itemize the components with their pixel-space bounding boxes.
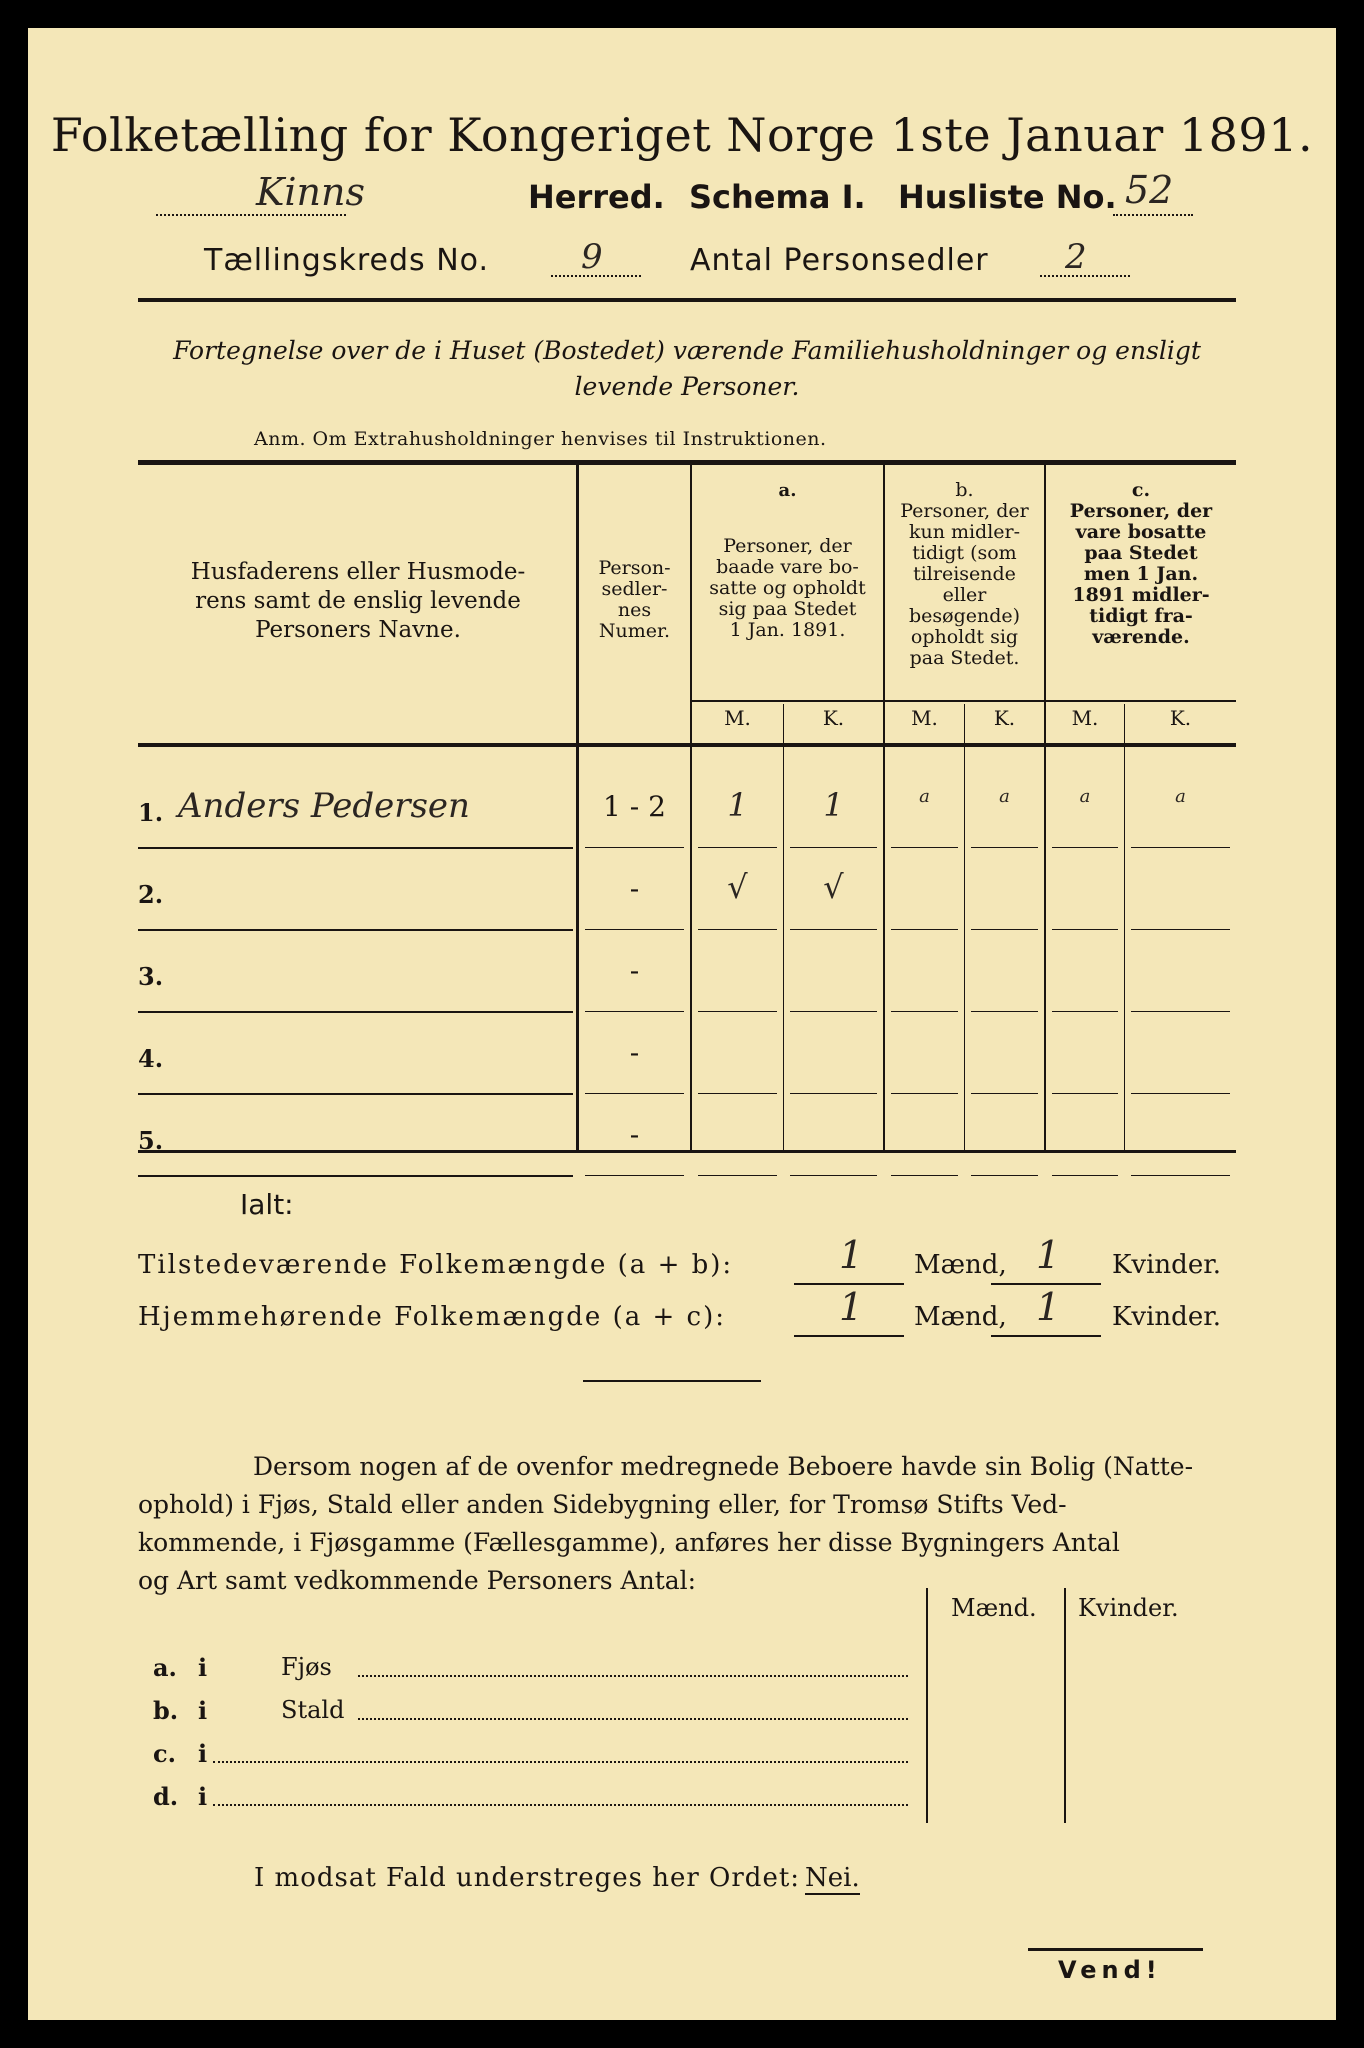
col-sep xyxy=(783,704,784,1150)
maend-label: Mænd, xyxy=(914,1250,1007,1280)
cell-rule xyxy=(891,847,958,848)
maend-label: Mænd, xyxy=(914,1302,1007,1332)
col-name-line: rens samt de enslig levende xyxy=(195,588,521,614)
ob-col-sep xyxy=(1064,1588,1066,1823)
husliste-label: Husliste No. xyxy=(898,178,1117,216)
cell-rule xyxy=(1052,1175,1118,1176)
modsat-word: Nei. xyxy=(805,1863,860,1893)
form-title: Folketælling for Kongeriget Norge 1ste Januar 1891. xyxy=(50,108,1314,162)
col-sep xyxy=(1124,704,1125,1150)
cell-rule xyxy=(698,1093,777,1094)
cell-rule xyxy=(1131,1175,1230,1176)
row-sedler-num: - xyxy=(629,1036,640,1069)
row-rule xyxy=(138,929,573,931)
cell-rule xyxy=(698,1011,777,1012)
row-name: Anders Pedersen xyxy=(178,786,470,826)
ob-letter: b. xyxy=(153,1696,179,1725)
col-b-line: eller xyxy=(942,584,987,606)
col-c-line: værende. xyxy=(1092,626,1190,648)
ob-letter: a. xyxy=(153,1653,177,1682)
ob-col-sep xyxy=(926,1588,928,1823)
row-sedler-num: - xyxy=(629,954,640,987)
cell-rule xyxy=(971,1093,1038,1094)
col-b-line: Personer, der xyxy=(900,500,1029,522)
table-header-rule xyxy=(138,743,1236,747)
vend-rule xyxy=(1028,1948,1203,1951)
cell-rule xyxy=(790,847,877,848)
ob-dotted-line xyxy=(213,1804,908,1806)
col-b-line: tilreisende xyxy=(913,563,1016,585)
cell-rule xyxy=(971,1011,1038,1012)
short-divider xyxy=(583,1380,761,1382)
herred-field xyxy=(156,170,365,222)
cell-rule xyxy=(1052,1011,1118,1012)
cell-rule xyxy=(790,929,877,930)
cell-rule xyxy=(698,929,777,930)
antal-field xyxy=(1040,237,1130,283)
cell-rule xyxy=(971,847,1038,848)
hjemme-label: Hjemmehørende Folkemængde (a + c): xyxy=(138,1302,726,1332)
cell-rule xyxy=(891,1093,958,1094)
tilstede-m-value: 1 xyxy=(839,1233,864,1277)
m-label: M. xyxy=(911,706,938,730)
modsat-label: I modsat Fald understreges her Ordet: xyxy=(254,1863,801,1893)
kvinder-label: Kvinder. xyxy=(1112,1302,1222,1332)
ob-i: i xyxy=(198,1739,208,1768)
anm-note: Anm. Om Extrahusholdninger henvises til Instruktionen. xyxy=(254,428,827,450)
ob-label: Stald xyxy=(281,1696,345,1724)
col-num-header xyxy=(579,558,690,642)
cell-rule xyxy=(971,929,1038,930)
census-form-sheet xyxy=(28,28,1336,2020)
ob-i: i xyxy=(198,1696,208,1725)
col-c-line: paa Stedet xyxy=(1084,542,1198,564)
antal-value: 2 xyxy=(1065,237,1087,277)
cell-rule xyxy=(1131,1093,1230,1094)
cell-rule xyxy=(585,1093,684,1094)
cell-rule xyxy=(790,1011,877,1012)
hjemme-m-field xyxy=(794,1285,904,1337)
tilstede-m-field xyxy=(794,1233,904,1285)
cell-rule xyxy=(698,1175,777,1176)
ob-kvinder-header: Kvinder. xyxy=(1078,1594,1179,1622)
col-a-line: sig paa Stedet xyxy=(718,598,857,620)
husliste-field xyxy=(1113,168,1193,222)
row-number: 4. xyxy=(138,1044,164,1073)
table-top-rule xyxy=(138,460,1236,465)
intro-line-2: levende Personer. xyxy=(574,372,800,401)
kreds-value: 9 xyxy=(581,237,603,277)
row-number: 3. xyxy=(138,962,164,991)
col-c-line: men 1 Jan. xyxy=(1083,563,1199,585)
row-rule xyxy=(138,847,573,849)
ob-i: i xyxy=(198,1653,208,1682)
para-line: og Art samt vedkommende Personers Antal: xyxy=(138,1566,697,1595)
row-cell-ak: √ xyxy=(823,868,844,906)
col-a-header xyxy=(692,536,883,641)
cell-rule xyxy=(1052,847,1118,848)
intro-line-1: Fortegnelse over de i Huset (Bostedet) værende Familiehusholdninger og ensligt xyxy=(173,336,1201,365)
col-name-line: Husfaderens eller Husmode- xyxy=(190,559,526,585)
husliste-value: 52 xyxy=(1125,168,1174,212)
mk-rule xyxy=(692,700,1236,702)
row-cell-bm: a xyxy=(919,786,930,807)
col-b-header xyxy=(885,480,1044,669)
tilstede-k-value: 1 xyxy=(1036,1233,1061,1277)
col-c-line: vare bosatte xyxy=(1075,521,1207,543)
row-number: 5. xyxy=(138,1126,164,1155)
cell-rule xyxy=(1052,929,1118,930)
hjemme-m-value: 1 xyxy=(839,1285,864,1329)
row-cell-ck: a xyxy=(1175,786,1186,807)
row-sedler-num: - xyxy=(629,872,640,905)
cell-rule xyxy=(790,1175,877,1176)
row-rule xyxy=(138,1093,573,1095)
col-a-line: 1 Jan. 1891. xyxy=(729,619,846,641)
ob-letter: c. xyxy=(153,1739,176,1768)
col-num-line: sedler- xyxy=(601,578,668,600)
row-rule xyxy=(138,1011,573,1013)
hjemme-k-value: 1 xyxy=(1036,1285,1061,1329)
cell-rule xyxy=(790,1093,877,1094)
ob-maend-header: Mænd. xyxy=(951,1594,1037,1622)
herred-label: Herred. xyxy=(528,178,665,216)
tilstede-k-field xyxy=(991,1233,1101,1285)
col-c-line: 1891 midler- xyxy=(1072,584,1210,606)
col-num-line: Person- xyxy=(598,557,671,579)
ob-dotted-line xyxy=(213,1761,908,1763)
row-number: 2. xyxy=(138,880,164,909)
col-name-header xyxy=(143,558,573,645)
ob-letter: d. xyxy=(153,1782,179,1811)
cell-rule xyxy=(891,1011,958,1012)
divider xyxy=(138,298,1236,302)
k-label: K. xyxy=(1169,706,1192,730)
col-a-line: Personer, der xyxy=(723,535,852,557)
col-b-line: besøgende) xyxy=(908,605,1021,627)
cell-rule xyxy=(585,847,684,848)
cell-rule xyxy=(1131,847,1230,848)
cell-rule xyxy=(891,1175,958,1176)
row-cell-am: √ xyxy=(727,868,748,906)
m-label: M. xyxy=(724,706,751,730)
row-rule xyxy=(138,1175,573,1177)
row-cell-ak: 1 xyxy=(823,786,844,824)
ialt-label: Ialt: xyxy=(240,1188,294,1221)
ob-dotted-line xyxy=(358,1675,908,1677)
ob-i: i xyxy=(198,1782,208,1811)
col-num-line: Numer. xyxy=(598,620,671,642)
col-c-header xyxy=(1046,480,1236,648)
row-number: 1. xyxy=(138,798,164,827)
k-label: K. xyxy=(822,706,845,730)
col-c-letter: c. xyxy=(1131,479,1151,501)
schema-label: Schema I. xyxy=(689,178,866,216)
col-b-line: kun midler- xyxy=(908,521,1021,543)
cell-rule xyxy=(585,1175,684,1176)
intro-text xyxy=(138,333,1236,405)
para-line: ophold) i Fjøs, Stald eller anden Sidebygning eller, for Tromsø Stifts Ved- xyxy=(138,1490,1067,1519)
cell-rule xyxy=(1131,929,1230,930)
antal-label: Antal Personsedler xyxy=(690,243,989,278)
cell-rule xyxy=(971,1175,1038,1176)
col-sep xyxy=(964,704,965,1150)
kreds-label: Tællingskreds No. xyxy=(204,243,489,278)
row-sedler-num: 1 - 2 xyxy=(603,790,666,823)
m-label: M. xyxy=(1071,706,1099,730)
cell-rule xyxy=(1052,1093,1118,1094)
cell-rule xyxy=(585,929,684,930)
outbuilding-paragraph xyxy=(138,1448,1236,1600)
cell-rule xyxy=(698,847,777,848)
col-b-line: paa Stedet. xyxy=(909,647,1020,669)
col-a-letter: a. xyxy=(778,480,797,501)
col-c-line: tidigt fra- xyxy=(1089,605,1193,627)
hjemme-k-field xyxy=(991,1285,1101,1337)
k-label: K. xyxy=(993,706,1016,730)
ob-dotted-line xyxy=(358,1718,908,1720)
herred-value: Kinns xyxy=(256,170,365,214)
vend-label: Vend! xyxy=(1058,1956,1162,1984)
cell-rule xyxy=(1131,1011,1230,1012)
col-a-line: baade vare bo- xyxy=(716,556,859,578)
row-cell-cm: a xyxy=(1079,786,1091,807)
row-cell-am: 1 xyxy=(727,786,748,824)
cell-rule xyxy=(891,929,958,930)
kvinder-label: Kvinder. xyxy=(1112,1250,1222,1280)
col-c-line: Personer, der xyxy=(1069,500,1213,522)
col-a-line: satte og opholdt xyxy=(709,577,866,599)
col-name-line: Personers Navne. xyxy=(255,617,461,643)
row-cell-bk: a xyxy=(999,786,1010,807)
col-b-line: tidigt (som xyxy=(912,542,1017,564)
para-line: kommende, i Fjøsgamme (Fællesgamme), anføres her disse Bygningers Antal xyxy=(138,1528,1120,1557)
cell-rule xyxy=(585,1011,684,1012)
kreds-field xyxy=(551,237,641,283)
para-line: Dersom nogen af de ovenfor medregnede Beboere havde sin Bolig (Natte- xyxy=(253,1452,1194,1481)
ob-label: Fjøs xyxy=(281,1653,332,1681)
col-num-line: nes xyxy=(617,599,652,621)
row-sedler-num: - xyxy=(629,1118,640,1151)
tilstede-label: Tilstedeværende Folkemængde (a + b): xyxy=(138,1250,734,1280)
col-b-line: opholdt sig xyxy=(910,626,1019,648)
col-b-letter: b. xyxy=(955,479,974,501)
